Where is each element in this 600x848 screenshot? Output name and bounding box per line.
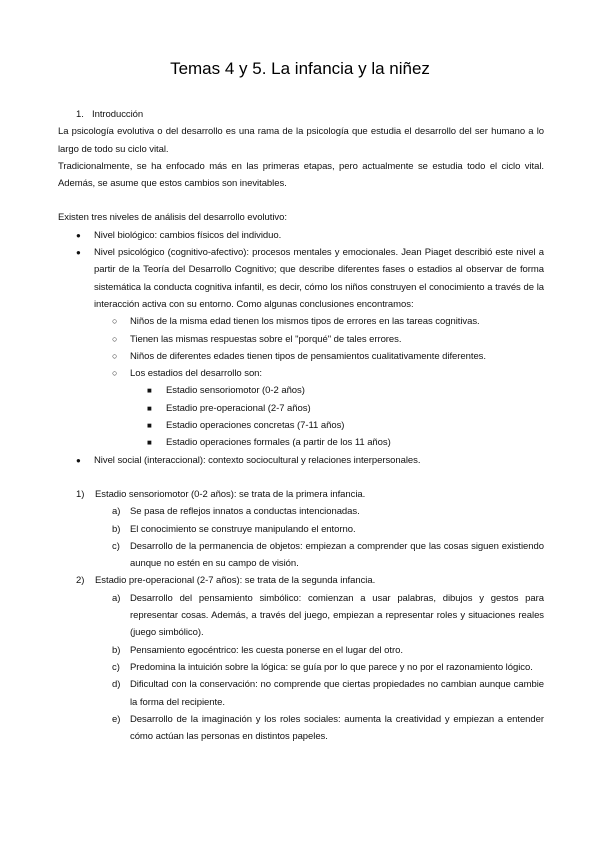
stage-text: Estadio pre-operacional (2-7 años) bbox=[166, 402, 311, 414]
letter-marker: c) bbox=[112, 661, 120, 673]
conclusion-item bbox=[58, 365, 544, 382]
stage-detail-item-text: Desarrollo de la permanencia de objetos: empiezan a comprender que las cosas siguen existiendo aunque no estén en su campo de visión. bbox=[130, 540, 544, 570]
conclusion-item bbox=[58, 313, 544, 330]
stage-item bbox=[58, 434, 544, 451]
square-marker: ■ bbox=[147, 421, 152, 431]
letter-marker: a) bbox=[112, 506, 121, 518]
stage-detail-item bbox=[58, 590, 544, 642]
stage-detail-item-text: Predomina la intuición sobre la lógica: se guía por lo que parece y no por el razonamiento lógico. bbox=[130, 661, 533, 673]
stage-detail-item-text: El conocimiento se construye manipulando el entorno. bbox=[130, 523, 356, 535]
document-body bbox=[58, 106, 544, 745]
conclusion-item bbox=[58, 348, 544, 365]
circle-marker: ○ bbox=[112, 368, 118, 379]
level-text: Nivel biológico: cambios físicos del individuo. bbox=[94, 229, 282, 241]
bullet-marker: ● bbox=[76, 230, 81, 240]
level-item-social bbox=[58, 452, 544, 469]
spacer bbox=[58, 192, 544, 209]
stage-text: Estadio operaciones concretas (7-11 años) bbox=[166, 420, 345, 432]
conclusion-text: Niños de diferentes edades tienen tipos de pensamientos cualitativamente diferentes. bbox=[130, 350, 486, 362]
conclusion-text: Tienen las mismas respuestas sobre el "porqué" de tales errores. bbox=[130, 333, 402, 345]
stage-detail-item-text: Se pasa de reflejos innatos a conductas intencionadas. bbox=[130, 506, 360, 518]
conclusion-item bbox=[58, 331, 544, 348]
level-text: Nivel social (interaccional): contexto sociocultural y relaciones interpersonales. bbox=[94, 454, 421, 466]
stage-detail-item-text: Pensamiento egocéntrico: les cuesta ponerse en el lugar del otro. bbox=[130, 644, 403, 656]
stage-item bbox=[58, 400, 544, 417]
stage-detail-item bbox=[58, 538, 544, 573]
section-heading bbox=[58, 106, 544, 123]
stage-text: Estadio operaciones formales (a partir de los 11 años) bbox=[166, 437, 391, 449]
stage-detail-item bbox=[58, 711, 544, 746]
stage-detail-item-text: Desarrollo de la imaginación y los roles sociales: aumenta la creatividad y empiezan a entender cómo actúan las personas en distintos papeles. bbox=[130, 713, 544, 743]
circle-marker: ○ bbox=[112, 316, 118, 327]
section-heading-text: Introducción bbox=[92, 109, 144, 120]
intro-paragraph-2: Tradicionalmente, se ha enfocado más en las primeras etapas, pero actualmente se estudia todo el ciclo vital. Además, se asume que estos cambios son inevitables. bbox=[58, 160, 544, 190]
levels-intro: Existen tres niveles de análisis del desarrollo evolutivo: bbox=[58, 212, 287, 224]
section-number: 1. bbox=[76, 109, 84, 120]
letter-marker: b) bbox=[112, 644, 121, 656]
letter-marker: d) bbox=[112, 679, 121, 691]
intro-paragraph-1: La psicología evolutiva o del desarrollo es una rama de la psicología que estudia el desarrollo del ser humano a lo largo de todo su ciclo vital. bbox=[58, 126, 544, 155]
spacer bbox=[58, 469, 544, 486]
stage-detail-item bbox=[58, 642, 544, 659]
level-text: Nivel psicológico (cognitivo-afectivo): procesos mentales y emocionales. Jean Piaget describió este nivel a partir de la Teoría del Desarrollo Cognitivo; que describe diferentes fases o estadios al observar de forma sistemática la conducta cognitiva infantil, es decir, cómo los niños construyen el conocimiento a través de la interacción activa con su entorno. Como algunas conclusiones encontramos: bbox=[94, 247, 544, 310]
circle-marker: ○ bbox=[112, 333, 118, 344]
letter-marker: e) bbox=[112, 713, 121, 725]
number-marker: 2) bbox=[76, 575, 85, 587]
letter-marker: c) bbox=[112, 540, 120, 552]
stage-detail-item-text: Desarrollo del pensamiento simbólico: comienzan a usar palabras, dibujos y gestos para representar cosas. Además, a través del juego, empiezan a representar roles y situaciones reales (juego simbólico). bbox=[130, 592, 544, 639]
conclusion-text: Niños de la misma edad tienen los mismos tipos de errores en las tareas cognitivas. bbox=[130, 316, 480, 328]
stage-detail-heading bbox=[58, 572, 544, 589]
level-item-psychological bbox=[58, 244, 544, 313]
stage-detail-heading bbox=[58, 486, 544, 503]
level-item-biological bbox=[58, 227, 544, 244]
square-marker: ■ bbox=[147, 403, 152, 413]
square-marker: ■ bbox=[147, 438, 152, 448]
stage-detail-item bbox=[58, 676, 544, 711]
bullet-marker: ● bbox=[76, 455, 81, 465]
number-marker: 1) bbox=[76, 488, 85, 500]
stage-detail-item bbox=[58, 521, 544, 538]
stage-item bbox=[58, 417, 544, 434]
letter-marker: a) bbox=[112, 592, 121, 604]
stage-detail-item bbox=[58, 503, 544, 520]
square-marker: ■ bbox=[147, 386, 152, 396]
document-title: Temas 4 y 5. La infancia y la niñez bbox=[170, 59, 430, 78]
stage-item bbox=[58, 382, 544, 399]
bullet-marker: ● bbox=[76, 248, 81, 258]
stage-detail-item bbox=[58, 659, 544, 676]
letter-marker: b) bbox=[112, 523, 121, 535]
circle-marker: ○ bbox=[112, 350, 118, 361]
stage-text: Estadio sensoriomotor (0-2 años) bbox=[166, 385, 305, 397]
stage-detail-text: Estadio pre-operacional (2-7 años): se trata de la segunda infancia. bbox=[95, 575, 376, 587]
stage-detail-text: Estadio sensoriomotor (0-2 años): se trata de la primera infancia. bbox=[95, 488, 366, 500]
stage-detail-item-text: Dificultad con la conservación: no comprende que ciertas propiedades no cambian aunque cambie la forma del recipiente. bbox=[130, 679, 544, 708]
conclusion-text: Los estadios del desarrollo son: bbox=[130, 368, 263, 380]
